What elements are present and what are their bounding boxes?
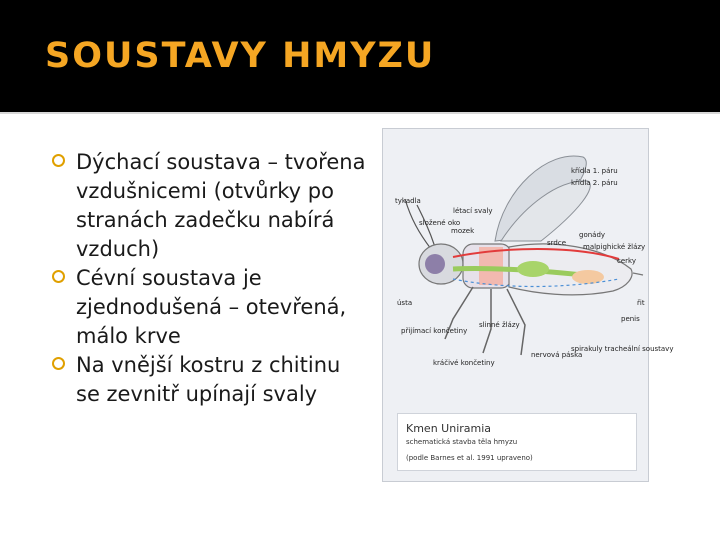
label-mouth: ústa	[397, 299, 413, 307]
label-flight-muscles: létací svaly	[453, 207, 493, 215]
label-penis: penis	[621, 315, 640, 323]
label-salivary: slinné žlázy	[479, 321, 520, 329]
label-anus: řit	[637, 299, 645, 307]
circle-bullet-icon	[52, 357, 65, 370]
label-mouthparts: přijímací končetiny	[401, 327, 468, 335]
circle-bullet-icon	[52, 154, 65, 167]
bullet-text: Cévní soustava je zjednodušená – otevřená, málo krve	[76, 266, 347, 348]
circle-bullet-icon	[52, 270, 65, 283]
label-brain: mozek	[451, 227, 475, 235]
bullet-text: Na vnější kostru z chitinu se zevnitř upínají svaly	[76, 353, 341, 406]
label-spiracles: spirakuly tracheální soustavy	[571, 345, 674, 353]
bullet-item	[50, 148, 370, 264]
label-compound-eye: složené oko	[419, 219, 461, 227]
label-cerci: cerky	[617, 257, 636, 265]
bullet-item	[50, 264, 370, 351]
label-wings-2: křídla 2. páru	[571, 179, 618, 187]
label-walking-legs: kráčivé končetiny	[433, 359, 495, 367]
bullet-text: Dýchací soustava – tvořena vzdušnicemi (otvůrky po stranách zadečku nabírá vzduch)	[76, 150, 366, 261]
label-wings-1: křídla 1. páru	[571, 167, 618, 175]
label-gonads: gonády	[579, 231, 606, 239]
insect-anatomy-figure	[382, 128, 674, 482]
label-nerve-cord: nervová páska	[531, 351, 583, 359]
caption-heading: Kmen Uniramia	[406, 422, 492, 435]
label-malpighian: malpighické žlázy	[583, 243, 646, 251]
caption-source: (podle Barnes et al. 1991 upraveno)	[406, 454, 533, 462]
label-antennae: tykadla	[395, 197, 421, 205]
midgut	[517, 261, 549, 277]
slide-title: SOUSTAVY HMYZU	[45, 36, 436, 76]
compound-eye	[425, 254, 445, 274]
caption-line: schematická stavba těla hmyzu	[406, 438, 518, 446]
title-divider	[0, 112, 720, 114]
label-heart: srdce	[547, 239, 567, 247]
bullet-item	[50, 351, 370, 409]
figure-caption	[397, 413, 637, 471]
cerci	[633, 273, 643, 275]
bullet-list	[50, 148, 370, 409]
